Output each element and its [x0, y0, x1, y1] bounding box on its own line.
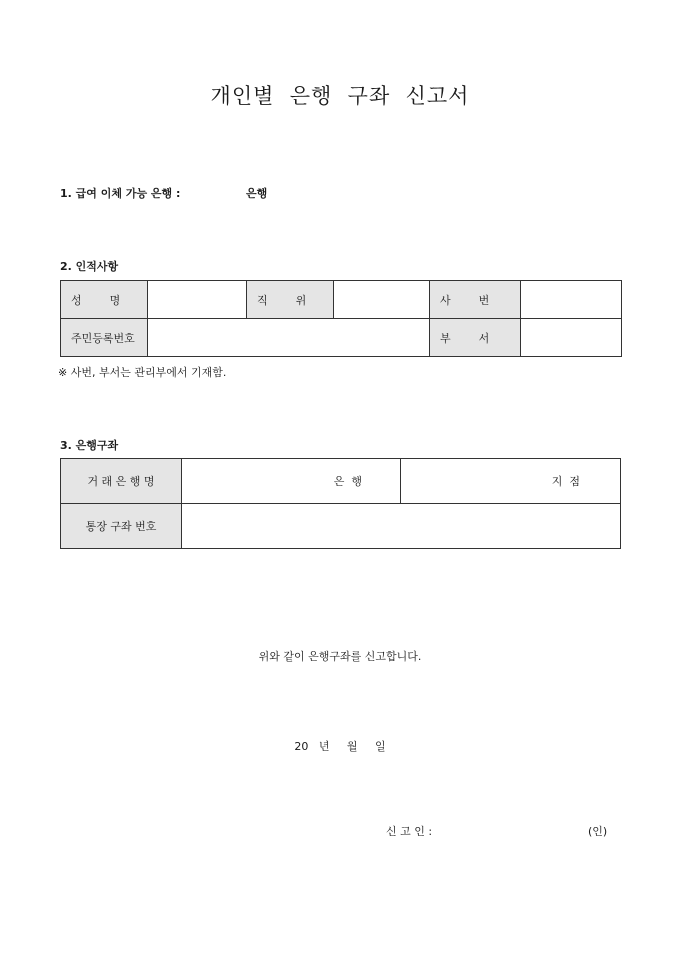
personal-info-table — [60, 280, 622, 357]
bank-unit-label: 은 행 — [333, 475, 362, 488]
table-row — [61, 504, 621, 549]
department-label-cell — [430, 319, 521, 357]
position-label-cell — [247, 281, 334, 319]
bank-suffix: 은행 — [246, 187, 268, 200]
account-label: 통장 구좌 번호 — [85, 520, 157, 533]
department-field[interactable] — [521, 319, 622, 357]
employee-no-field[interactable] — [521, 281, 622, 319]
bank-name-label-cell — [61, 459, 182, 504]
seal-label: (인) — [588, 825, 608, 838]
employee-no-label: 사 번 — [440, 293, 490, 307]
resident-no-field[interactable] — [148, 319, 430, 357]
department-label: 부 서 — [440, 331, 490, 345]
admin-note: ※ 사번, 부서는 관리부에서 기재함. — [58, 366, 227, 379]
table-row — [61, 319, 622, 357]
section-3-heading: 3. 은행구좌 — [60, 439, 119, 452]
section-bank-availability — [60, 185, 360, 201]
branch-field[interactable] — [401, 459, 621, 504]
position-label: 직 위 — [257, 293, 307, 307]
section-1-heading: 1. 급여 이체 가능 은행 : — [60, 187, 181, 200]
branch-unit-label: 지 점 — [551, 475, 580, 488]
position-field[interactable] — [334, 281, 430, 319]
account-label-cell — [61, 504, 182, 549]
table-row — [61, 459, 621, 504]
declaration-text: 위와 같이 은행구좌를 신고합니다. — [258, 650, 422, 663]
name-field[interactable] — [148, 281, 247, 319]
name-label: 성 명 — [71, 293, 121, 307]
reporter-label: 신 고 인 : — [386, 825, 433, 838]
bank-name-label: 거 래 은 행 명 — [87, 475, 155, 488]
section-2-heading: 2. 인적사항 — [60, 260, 119, 273]
resident-no-label: 주민등록번호 — [71, 331, 135, 345]
page-title: 개인별 은행 구좌 신고서 — [210, 84, 470, 108]
resident-no-label-cell — [61, 319, 148, 357]
table-row — [61, 281, 622, 319]
account-number-field[interactable] — [182, 504, 621, 549]
date-line: 20 년 월 일 — [294, 740, 386, 753]
employee-no-label-cell — [430, 281, 521, 319]
bank-account-table — [60, 458, 621, 549]
bank-name-field[interactable] — [182, 459, 401, 504]
name-label-cell — [61, 281, 148, 319]
